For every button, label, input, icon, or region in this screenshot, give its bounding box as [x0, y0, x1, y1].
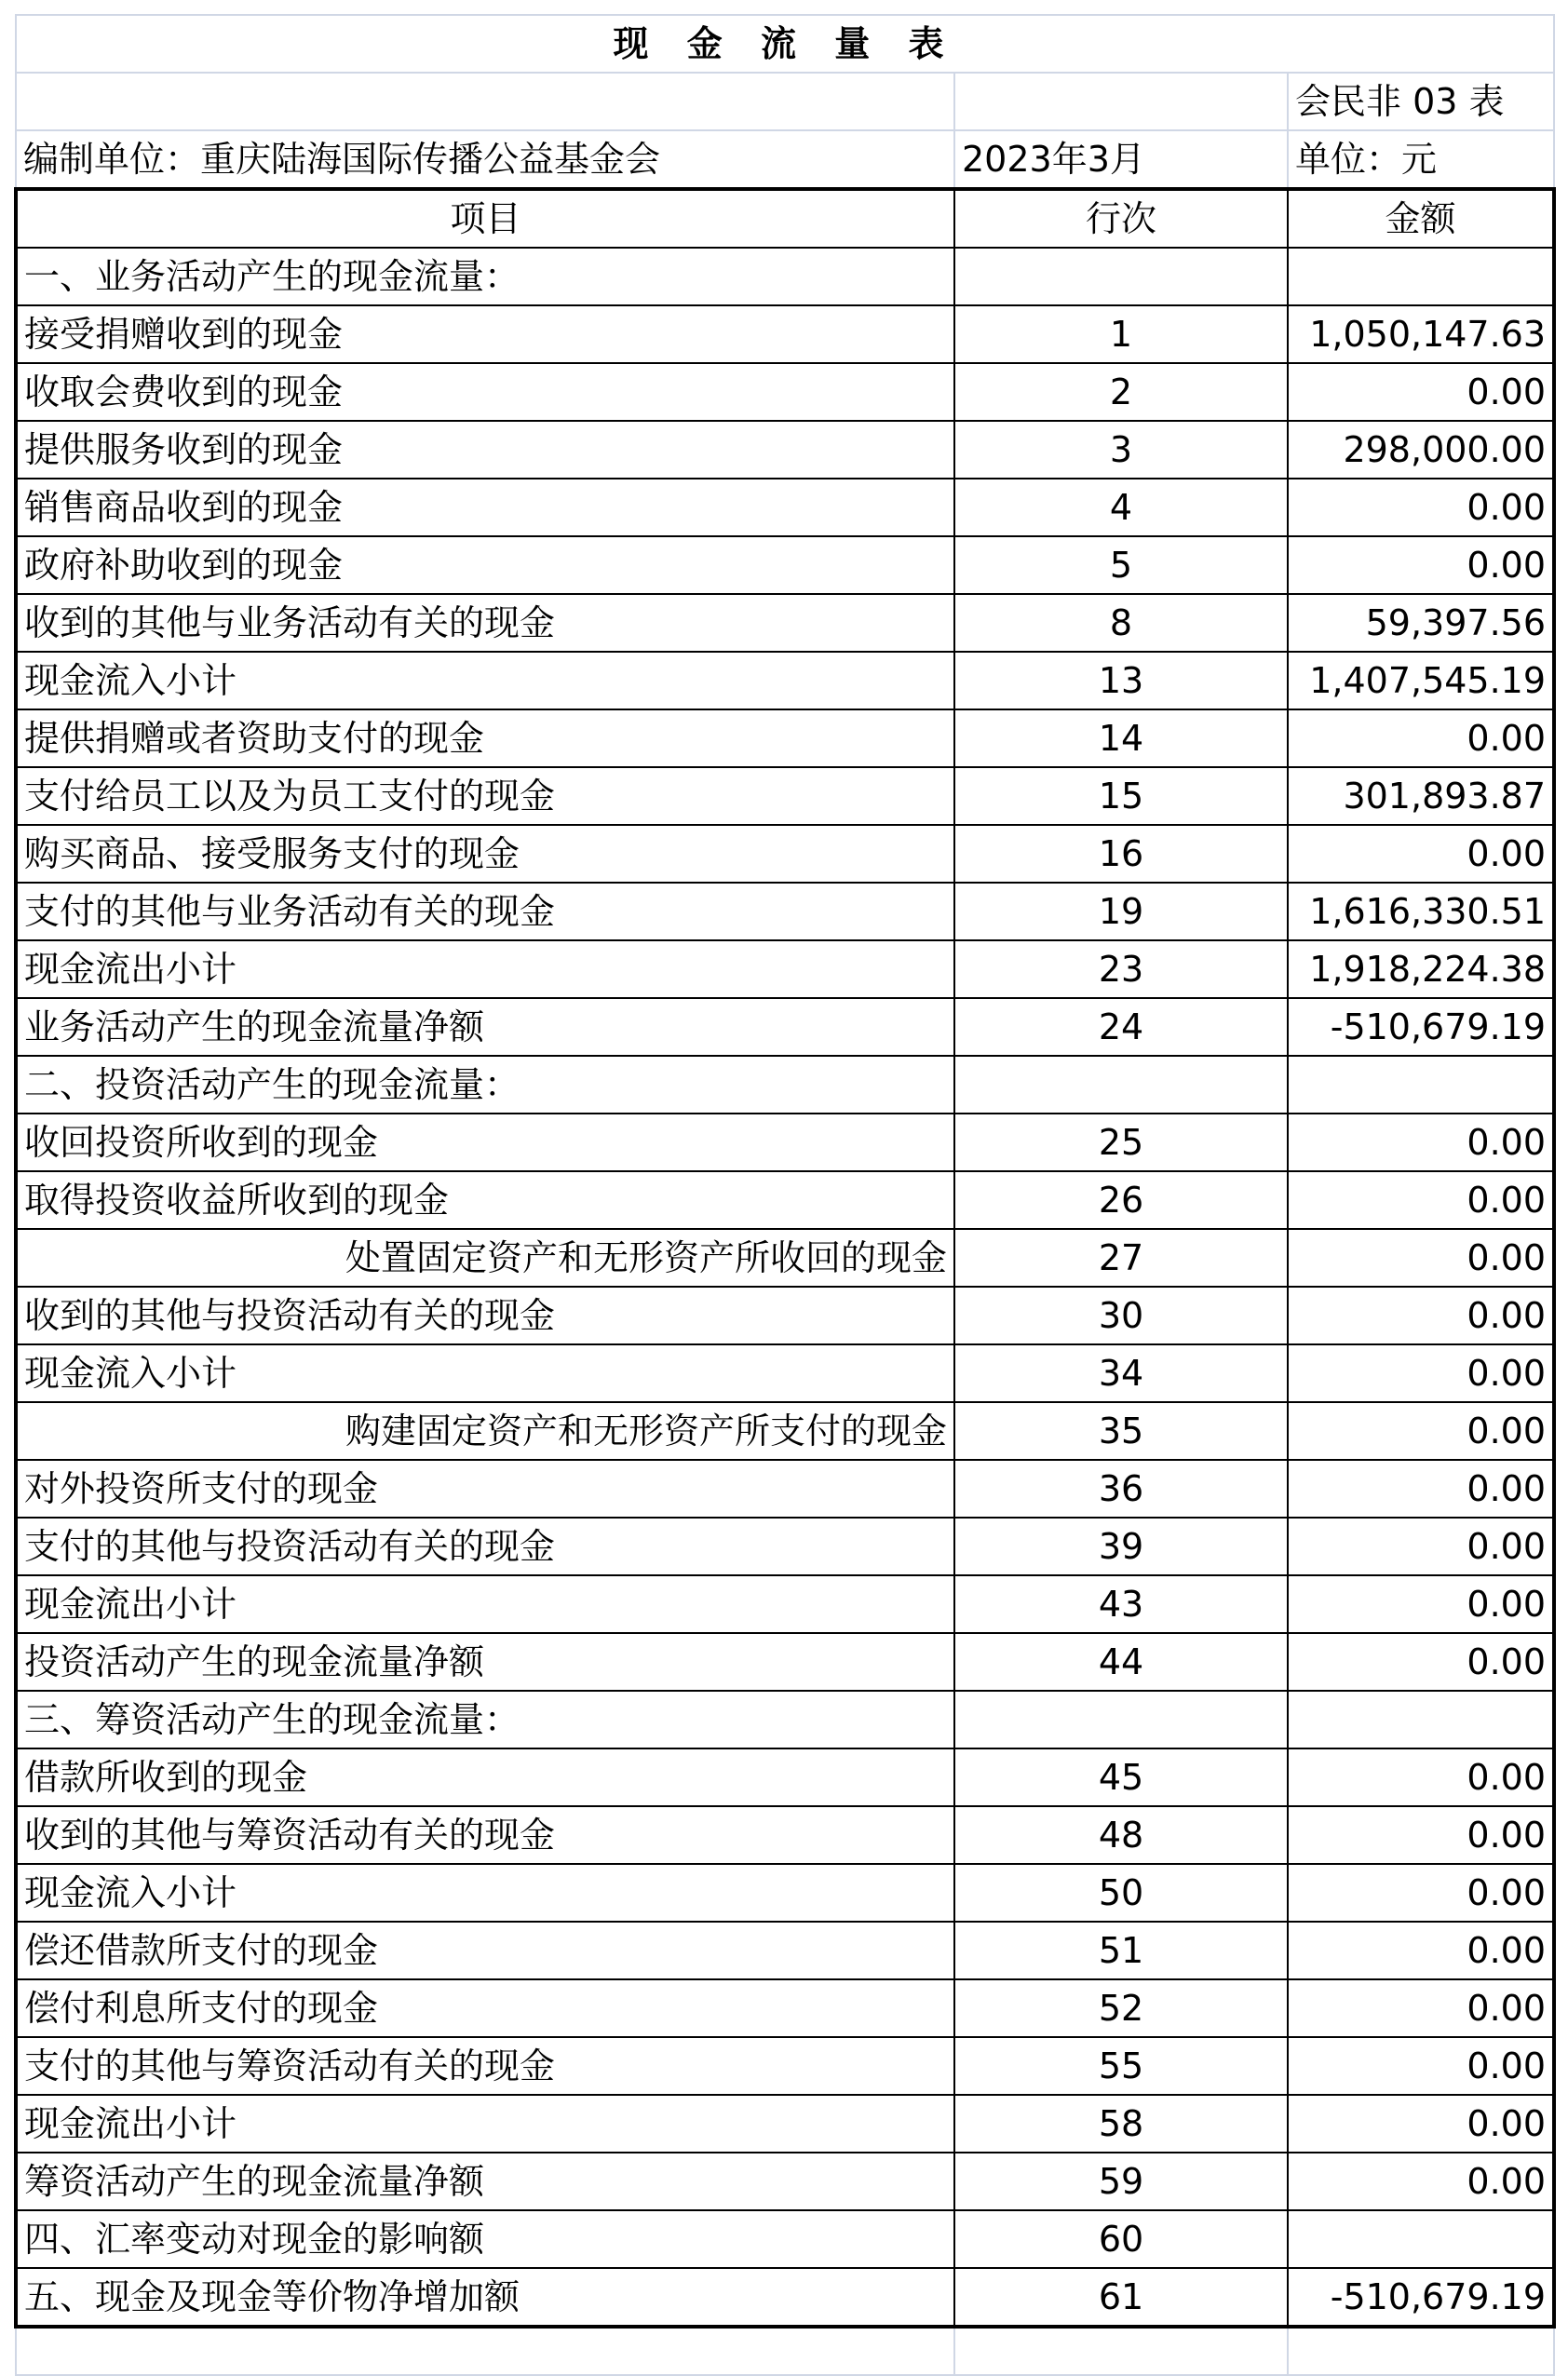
table-row — [16, 1748, 1554, 1806]
table-row — [16, 363, 1554, 421]
row-amount: 0.00 — [1288, 363, 1554, 421]
row-item: 收到的其他与投资活动有关的现金 — [16, 1287, 954, 1344]
row-item: 收到的其他与筹资活动有关的现金 — [16, 1806, 954, 1864]
row-line-number: 50 — [954, 1864, 1288, 1922]
row-line-number: 15 — [954, 767, 1288, 825]
row-amount: 0.00 — [1288, 1864, 1554, 1922]
row-line-number — [954, 1056, 1288, 1114]
row-item: 现金流入小计 — [16, 1344, 954, 1402]
row-item: 五、现金及现金等价物净增加额 — [16, 2268, 954, 2327]
row-item: 提供服务收到的现金 — [16, 421, 954, 479]
title-row — [16, 15, 1554, 73]
row-amount: -510,679.19 — [1288, 2268, 1554, 2327]
row-item: 对外投资所支付的现金 — [16, 1460, 954, 1518]
column-header-row — [16, 189, 1554, 248]
row-item: 现金流出小计 — [16, 1575, 954, 1633]
row-amount: 0.00 — [1288, 825, 1554, 883]
row-amount: 0.00 — [1288, 1460, 1554, 1518]
row-line-number: 19 — [954, 883, 1288, 940]
row-line-number: 30 — [954, 1287, 1288, 1344]
statement-body — [16, 15, 1554, 2375]
row-item: 支付给员工以及为员工支付的现金 — [16, 767, 954, 825]
row-amount: 0.00 — [1288, 1518, 1554, 1575]
row-item: 三、筹资活动产生的现金流量： — [16, 1691, 954, 1748]
table-row — [16, 1229, 1554, 1287]
table-row — [16, 709, 1554, 767]
row-amount: 0.00 — [1288, 1114, 1554, 1171]
table-row — [16, 2268, 1554, 2327]
row-line-number: 36 — [954, 1460, 1288, 1518]
row-item: 投资活动产生的现金流量净额 — [16, 1633, 954, 1691]
row-line-number: 60 — [954, 2210, 1288, 2268]
table-row — [16, 305, 1554, 363]
row-item: 二、投资活动产生的现金流量： — [16, 1056, 954, 1114]
table-row — [16, 1806, 1554, 1864]
row-line-number: 25 — [954, 1114, 1288, 1171]
table-row — [16, 1633, 1554, 1691]
row-line-number: 27 — [954, 1229, 1288, 1287]
table-row — [16, 2210, 1554, 2268]
row-item: 现金流入小计 — [16, 1864, 954, 1922]
table-row — [16, 825, 1554, 883]
row-item: 筹资活动产生的现金流量净额 — [16, 2153, 954, 2210]
column-header-amount: 金额 — [1288, 189, 1554, 248]
row-item: 业务活动产生的现金流量净额 — [16, 998, 954, 1056]
row-line-number: 43 — [954, 1575, 1288, 1633]
row-amount: 0.00 — [1288, 1922, 1554, 1979]
row-amount: 0.00 — [1288, 1806, 1554, 1864]
row-amount — [1288, 1691, 1554, 1748]
row-item: 支付的其他与投资活动有关的现金 — [16, 1518, 954, 1575]
row-amount: 0.00 — [1288, 1287, 1554, 1344]
table-row — [16, 479, 1554, 536]
row-item: 偿还借款所支付的现金 — [16, 1922, 954, 1979]
row-line-number: 2 — [954, 363, 1288, 421]
row-amount: -510,679.19 — [1288, 998, 1554, 1056]
row-item: 现金流出小计 — [16, 2095, 954, 2153]
row-item: 政府补助收到的现金 — [16, 536, 954, 594]
row-line-number: 51 — [954, 1922, 1288, 1979]
row-line-number: 55 — [954, 2037, 1288, 2095]
row-amount: 0.00 — [1288, 1229, 1554, 1287]
period: 2023年3月 — [954, 130, 1288, 189]
table-row — [16, 2037, 1554, 2095]
empty-row — [16, 2327, 1554, 2375]
table-row — [16, 1575, 1554, 1633]
row-line-number — [954, 248, 1288, 305]
row-line-number: 24 — [954, 998, 1288, 1056]
table-row — [16, 1402, 1554, 1460]
row-line-number: 34 — [954, 1344, 1288, 1402]
form-code-row — [16, 73, 1554, 130]
row-item: 销售商品收到的现金 — [16, 479, 954, 536]
table-row — [16, 998, 1554, 1056]
row-line-number: 16 — [954, 825, 1288, 883]
row-amount: 1,918,224.38 — [1288, 940, 1554, 998]
table-row — [16, 1056, 1554, 1114]
row-item: 收取会费收到的现金 — [16, 363, 954, 421]
row-amount: 0.00 — [1288, 709, 1554, 767]
row-line-number: 8 — [954, 594, 1288, 652]
row-item: 一、业务活动产生的现金流量： — [16, 248, 954, 305]
row-amount: 1,407,545.19 — [1288, 652, 1554, 709]
table-row — [16, 767, 1554, 825]
table-row — [16, 1460, 1554, 1518]
form-code: 会民非 03 表 — [1288, 73, 1554, 130]
table-row — [16, 248, 1554, 305]
row-amount: 0.00 — [1288, 1402, 1554, 1460]
row-line-number: 23 — [954, 940, 1288, 998]
row-line-number: 58 — [954, 2095, 1288, 2153]
row-item: 处置固定资产和无形资产所收回的现金 — [16, 1229, 954, 1287]
table-row — [16, 1171, 1554, 1229]
row-amount: 0.00 — [1288, 1171, 1554, 1229]
row-line-number: 44 — [954, 1633, 1288, 1691]
table-row — [16, 1864, 1554, 1922]
row-amount: 0.00 — [1288, 536, 1554, 594]
row-line-number: 14 — [954, 709, 1288, 767]
blank-cell — [16, 2327, 954, 2375]
row-amount: 0.00 — [1288, 1633, 1554, 1691]
row-item: 收回投资所收到的现金 — [16, 1114, 954, 1171]
row-amount — [1288, 248, 1554, 305]
unit-label: 单位：元 — [1288, 130, 1554, 189]
column-header-line: 行次 — [954, 189, 1288, 248]
row-amount: 0.00 — [1288, 1979, 1554, 2037]
blank-cell — [1288, 2327, 1554, 2375]
row-item: 支付的其他与筹资活动有关的现金 — [16, 2037, 954, 2095]
row-item: 现金流入小计 — [16, 652, 954, 709]
row-line-number: 26 — [954, 1171, 1288, 1229]
row-line-number: 48 — [954, 1806, 1288, 1864]
row-amount: 0.00 — [1288, 1344, 1554, 1402]
table-row — [16, 2153, 1554, 2210]
row-item: 取得投资收益所收到的现金 — [16, 1171, 954, 1229]
row-line-number: 52 — [954, 1979, 1288, 2037]
table-row — [16, 1344, 1554, 1402]
column-header-item: 项目 — [16, 189, 954, 248]
table-row — [16, 1691, 1554, 1748]
row-amount: 0.00 — [1288, 1575, 1554, 1633]
row-amount: 1,616,330.51 — [1288, 883, 1554, 940]
row-amount: 0.00 — [1288, 1748, 1554, 1806]
row-amount — [1288, 2210, 1554, 2268]
row-line-number — [954, 1691, 1288, 1748]
table-row — [16, 2095, 1554, 2153]
table-row — [16, 1114, 1554, 1171]
row-line-number: 61 — [954, 2268, 1288, 2327]
row-amount: 59,397.56 — [1288, 594, 1554, 652]
table-row — [16, 536, 1554, 594]
table-row — [16, 883, 1554, 940]
table-row — [16, 594, 1554, 652]
row-amount: 0.00 — [1288, 2153, 1554, 2210]
row-line-number: 35 — [954, 1402, 1288, 1460]
blank-cell — [954, 2327, 1288, 2375]
row-line-number: 59 — [954, 2153, 1288, 2210]
row-item: 购建固定资产和无形资产所支付的现金 — [16, 1402, 954, 1460]
row-amount: 0.00 — [1288, 2037, 1554, 2095]
row-amount: 301,893.87 — [1288, 767, 1554, 825]
row-item: 收到的其他与业务活动有关的现金 — [16, 594, 954, 652]
org-label: 编制单位：重庆陆海国际传播公益基金会 — [16, 130, 954, 189]
row-line-number: 1 — [954, 305, 1288, 363]
table-row — [16, 1979, 1554, 2037]
org-row — [16, 130, 1554, 189]
row-line-number: 5 — [954, 536, 1288, 594]
row-item: 四、汇率变动对现金的影响额 — [16, 2210, 954, 2268]
row-line-number: 3 — [954, 421, 1288, 479]
row-line-number: 13 — [954, 652, 1288, 709]
statement-title: 现 金 流 量 表 — [16, 15, 1554, 73]
row-amount — [1288, 1056, 1554, 1114]
table-row — [16, 421, 1554, 479]
row-item: 借款所收到的现金 — [16, 1748, 954, 1806]
table-row — [16, 1287, 1554, 1344]
row-item: 现金流出小计 — [16, 940, 954, 998]
cash-flow-statement — [14, 14, 1556, 2376]
blank-cell — [954, 73, 1288, 130]
row-amount: 0.00 — [1288, 479, 1554, 536]
row-item: 偿付利息所支付的现金 — [16, 1979, 954, 2037]
table-row — [16, 1922, 1554, 1979]
row-item: 购买商品、接受服务支付的现金 — [16, 825, 954, 883]
row-item: 支付的其他与业务活动有关的现金 — [16, 883, 954, 940]
table-row — [16, 652, 1554, 709]
blank-cell — [16, 73, 954, 130]
row-line-number: 45 — [954, 1748, 1288, 1806]
row-item: 接受捐赠收到的现金 — [16, 305, 954, 363]
table-row — [16, 1518, 1554, 1575]
row-amount: 1,050,147.63 — [1288, 305, 1554, 363]
row-amount: 298,000.00 — [1288, 421, 1554, 479]
table-row — [16, 940, 1554, 998]
row-line-number: 4 — [954, 479, 1288, 536]
row-line-number: 39 — [954, 1518, 1288, 1575]
row-amount: 0.00 — [1288, 2095, 1554, 2153]
row-item: 提供捐赠或者资助支付的现金 — [16, 709, 954, 767]
